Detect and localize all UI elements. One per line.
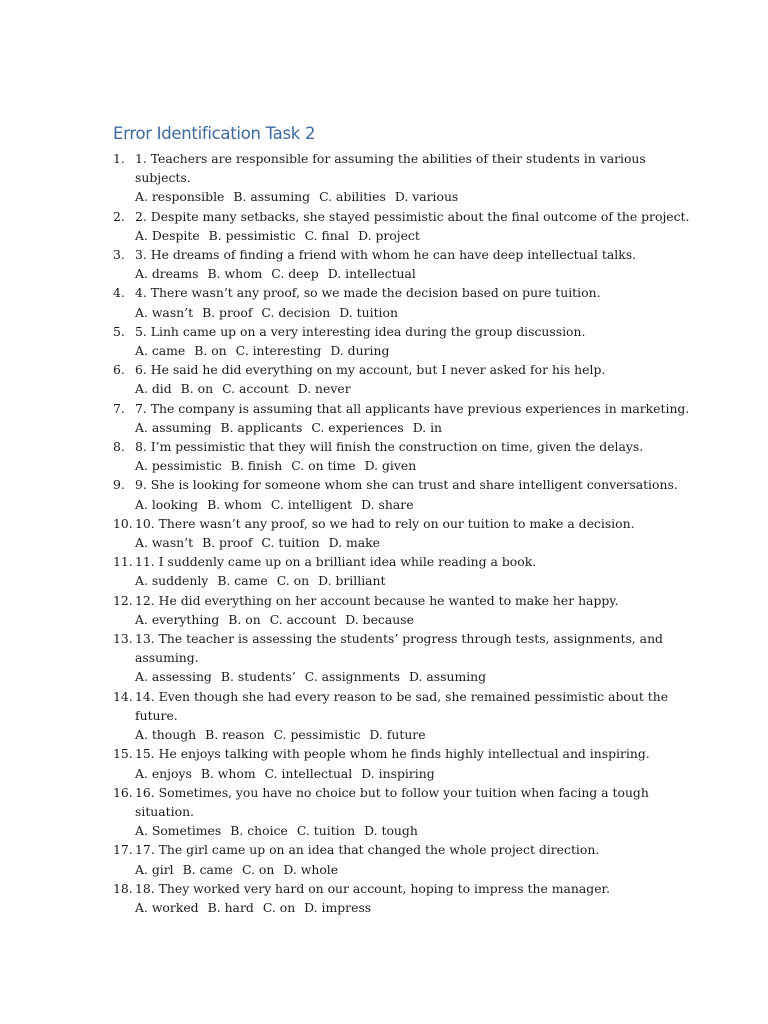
question-text: 10. There wasn’t any proof, so we had to rely on our tuition to make a decision. xyxy=(135,515,635,531)
answer-options xyxy=(135,821,660,840)
question-number: 13. xyxy=(113,631,133,647)
answer-option: B. reason xyxy=(205,727,265,743)
question-text: subjects. xyxy=(135,170,191,186)
question-item xyxy=(0,783,768,841)
answer-option: A. responsible xyxy=(135,189,225,205)
question-item xyxy=(0,475,768,513)
answer-option: B. on xyxy=(228,611,261,627)
answer-options xyxy=(135,187,660,206)
question-number: 12. xyxy=(113,592,133,608)
answer-option: A. though xyxy=(135,727,197,743)
question-number: 2. xyxy=(113,208,125,224)
answer-option: C. assignments xyxy=(304,669,400,685)
document-title: Error Identification Task 2 xyxy=(113,124,316,143)
answer-options xyxy=(135,610,660,629)
answer-options xyxy=(135,764,660,783)
question-item xyxy=(0,514,768,552)
answer-option: B. applicants xyxy=(220,419,303,435)
answer-options xyxy=(135,264,660,283)
answer-option: D. brilliant xyxy=(318,573,386,589)
answer-options xyxy=(135,418,660,437)
answer-option: C. intellectual xyxy=(264,765,353,781)
answer-option: C. account xyxy=(222,381,289,397)
question-number: 17. xyxy=(113,842,133,858)
answer-options xyxy=(135,379,660,398)
answer-options xyxy=(135,226,660,245)
answer-option: D. impress xyxy=(304,899,372,915)
question-text: 9. She is looking for someone whom she can trust and share intelligent conversations. xyxy=(135,477,678,493)
question-number: 14. xyxy=(113,688,133,704)
answer-option: B. whom xyxy=(200,765,256,781)
question-number: 8. xyxy=(113,439,125,455)
question-text: situation. xyxy=(135,803,194,819)
question-item xyxy=(0,629,768,687)
answer-option: B. assuming xyxy=(233,189,311,205)
answer-options xyxy=(135,725,660,744)
answer-option: B. whom xyxy=(207,496,262,512)
answer-options xyxy=(135,860,660,879)
question-item xyxy=(0,879,768,917)
answer-option: B. choice xyxy=(230,823,288,839)
answer-option: D. assuming xyxy=(408,669,487,685)
answer-option: B. proof xyxy=(202,535,253,551)
answer-option: B. proof xyxy=(202,304,253,320)
answer-option: D. various xyxy=(394,189,459,205)
question-text: 1. Teachers are responsible for assuming the abilities of their students in various xyxy=(135,151,646,166)
question-text: 6. He said he did everything on my account, but I never asked for his help. xyxy=(135,362,606,378)
answer-option: D. share xyxy=(361,496,414,512)
answer-option: D. during xyxy=(330,343,390,359)
question-text: 12. He did everything on her account because he wanted to make her happy. xyxy=(135,592,619,608)
answer-option: D. because xyxy=(345,611,414,627)
answer-option: D. make xyxy=(328,535,381,551)
question-number: 3. xyxy=(113,247,125,263)
answer-option: C. tuition xyxy=(296,823,356,839)
answer-option: D. in xyxy=(412,419,443,435)
answer-option: A. wasn’t xyxy=(135,304,194,320)
answer-option: B. on xyxy=(194,343,227,359)
question-item xyxy=(0,322,768,360)
question-item xyxy=(0,245,768,283)
answer-option: C. abilities xyxy=(319,189,386,205)
answer-option: A. girl xyxy=(135,861,174,877)
answer-option: A. worked xyxy=(135,899,199,915)
answer-option: A. pessimistic xyxy=(135,458,222,474)
answer-option: C. on xyxy=(262,899,296,915)
question-text: 13. The teacher is assessing the students’ progress through tests, assignments, and xyxy=(135,631,663,647)
question-text: assuming. xyxy=(135,650,199,666)
question-item xyxy=(0,687,768,745)
question-list xyxy=(0,149,768,917)
answer-option: C. on xyxy=(242,861,275,877)
question-text: 7. The company is assuming that all applicants have previous experiences in marketing. xyxy=(135,400,690,416)
question-item xyxy=(0,552,768,590)
answer-option: C. on time xyxy=(291,458,356,474)
answer-option: C. decision xyxy=(261,304,331,320)
answer-options xyxy=(135,341,660,360)
answer-option: D. intellectual xyxy=(327,266,416,282)
answer-option: C. pessimistic xyxy=(273,727,361,743)
answer-option: D. whole xyxy=(283,861,339,877)
answer-option: C. tuition xyxy=(261,535,320,551)
answer-option: C. deep xyxy=(271,266,319,282)
question-number: 10. xyxy=(113,515,133,531)
question-text: 4. There wasn’t any proof, so we made the decision based on pure tuition. xyxy=(135,285,601,301)
question-item xyxy=(0,283,768,321)
question-item xyxy=(0,149,768,207)
question-number: 5. xyxy=(113,323,125,339)
question-number: 7. xyxy=(113,400,125,416)
answer-option: A. everything xyxy=(135,611,220,627)
question-number: 16. xyxy=(113,784,133,800)
question-text: 5. Linh came up on a very interesting idea during the group discussion. xyxy=(135,323,586,339)
answer-option: C. final xyxy=(304,227,350,243)
answer-option: A. assessing xyxy=(135,669,212,685)
answer-option: A. dreams xyxy=(135,266,199,282)
answer-option: B. whom xyxy=(207,266,263,282)
question-text: future. xyxy=(135,707,178,723)
answer-option: C. account xyxy=(269,611,337,627)
question-number: 11. xyxy=(113,554,133,570)
answer-option: B. came xyxy=(182,861,234,877)
question-number: 9. xyxy=(113,477,125,493)
answer-option: B. came xyxy=(217,573,268,589)
answer-option: A. Despite xyxy=(135,227,200,243)
answer-option: A. enjoys xyxy=(135,765,192,781)
question-text: 17. The girl came up on an idea that changed the whole project direction. xyxy=(135,842,600,858)
answer-option: D. project xyxy=(358,227,420,243)
question-item xyxy=(0,744,768,782)
answer-option: D. tough xyxy=(364,823,418,839)
question-text: 8. I’m pessimistic that they will finish the construction on time, given the delays. xyxy=(135,439,644,455)
answer-option: B. pessimistic xyxy=(208,227,296,243)
question-text: 3. He dreams of finding a friend with whom he can have deep intellectual talks. xyxy=(135,247,637,263)
question-number: 4. xyxy=(113,285,125,301)
answer-options xyxy=(135,571,660,590)
question-text: 18. They worked very hard on our account, hoping to impress the manager. xyxy=(135,880,611,896)
answer-options xyxy=(135,456,660,475)
answer-option: C. experiences xyxy=(311,419,404,435)
question-text: 14. Even though she had every reason to be sad, she remained pessimistic about the xyxy=(135,688,669,704)
answer-option: D. tuition xyxy=(339,304,398,320)
answer-options xyxy=(135,495,660,514)
answer-options xyxy=(135,898,660,917)
question-text: 11. I suddenly came up on a brilliant idea while reading a book. xyxy=(135,554,537,570)
question-item xyxy=(0,399,768,437)
answer-option: B. on xyxy=(180,381,214,397)
answer-option: A. wasn’t xyxy=(135,535,194,551)
answer-option: D. never xyxy=(297,381,351,397)
answer-option: B. finish xyxy=(230,458,283,474)
answer-options xyxy=(135,533,660,552)
answer-options xyxy=(135,667,660,686)
answer-option: A. Sometimes xyxy=(135,823,222,839)
question-item xyxy=(0,437,768,475)
question-number: 18. xyxy=(113,880,133,896)
answer-option: A. suddenly xyxy=(135,573,209,589)
answer-option: D. future xyxy=(369,727,426,743)
question-number: 1. xyxy=(113,151,125,166)
answer-option: A. did xyxy=(135,381,172,397)
question-text: 2. Despite many setbacks, she stayed pessimistic about the final outcome of the project. xyxy=(135,208,690,224)
question-item xyxy=(0,840,768,878)
answer-option: C. on xyxy=(276,573,310,589)
question-item xyxy=(0,591,768,629)
answer-option: A. looking xyxy=(135,496,199,512)
answer-option: B. students’ xyxy=(220,669,296,685)
answer-option: D. inspiring xyxy=(361,765,435,781)
answer-option: C. interesting xyxy=(235,343,322,359)
answer-option: D. given xyxy=(364,458,417,474)
answer-option: C. intelligent xyxy=(270,496,353,512)
question-item xyxy=(0,360,768,398)
answer-option: A. assuming xyxy=(135,419,212,435)
answer-options xyxy=(135,303,660,322)
question-item xyxy=(0,207,768,245)
question-text: 16. Sometimes, you have no choice but to follow your tuition when facing a tough xyxy=(135,784,649,800)
question-number: 15. xyxy=(113,746,133,762)
answer-option: A. came xyxy=(135,343,186,359)
question-number: 6. xyxy=(113,362,125,378)
question-text: 15. He enjoys talking with people whom he finds highly intellectual and inspiring. xyxy=(135,746,650,762)
answer-option: B. hard xyxy=(207,899,254,915)
